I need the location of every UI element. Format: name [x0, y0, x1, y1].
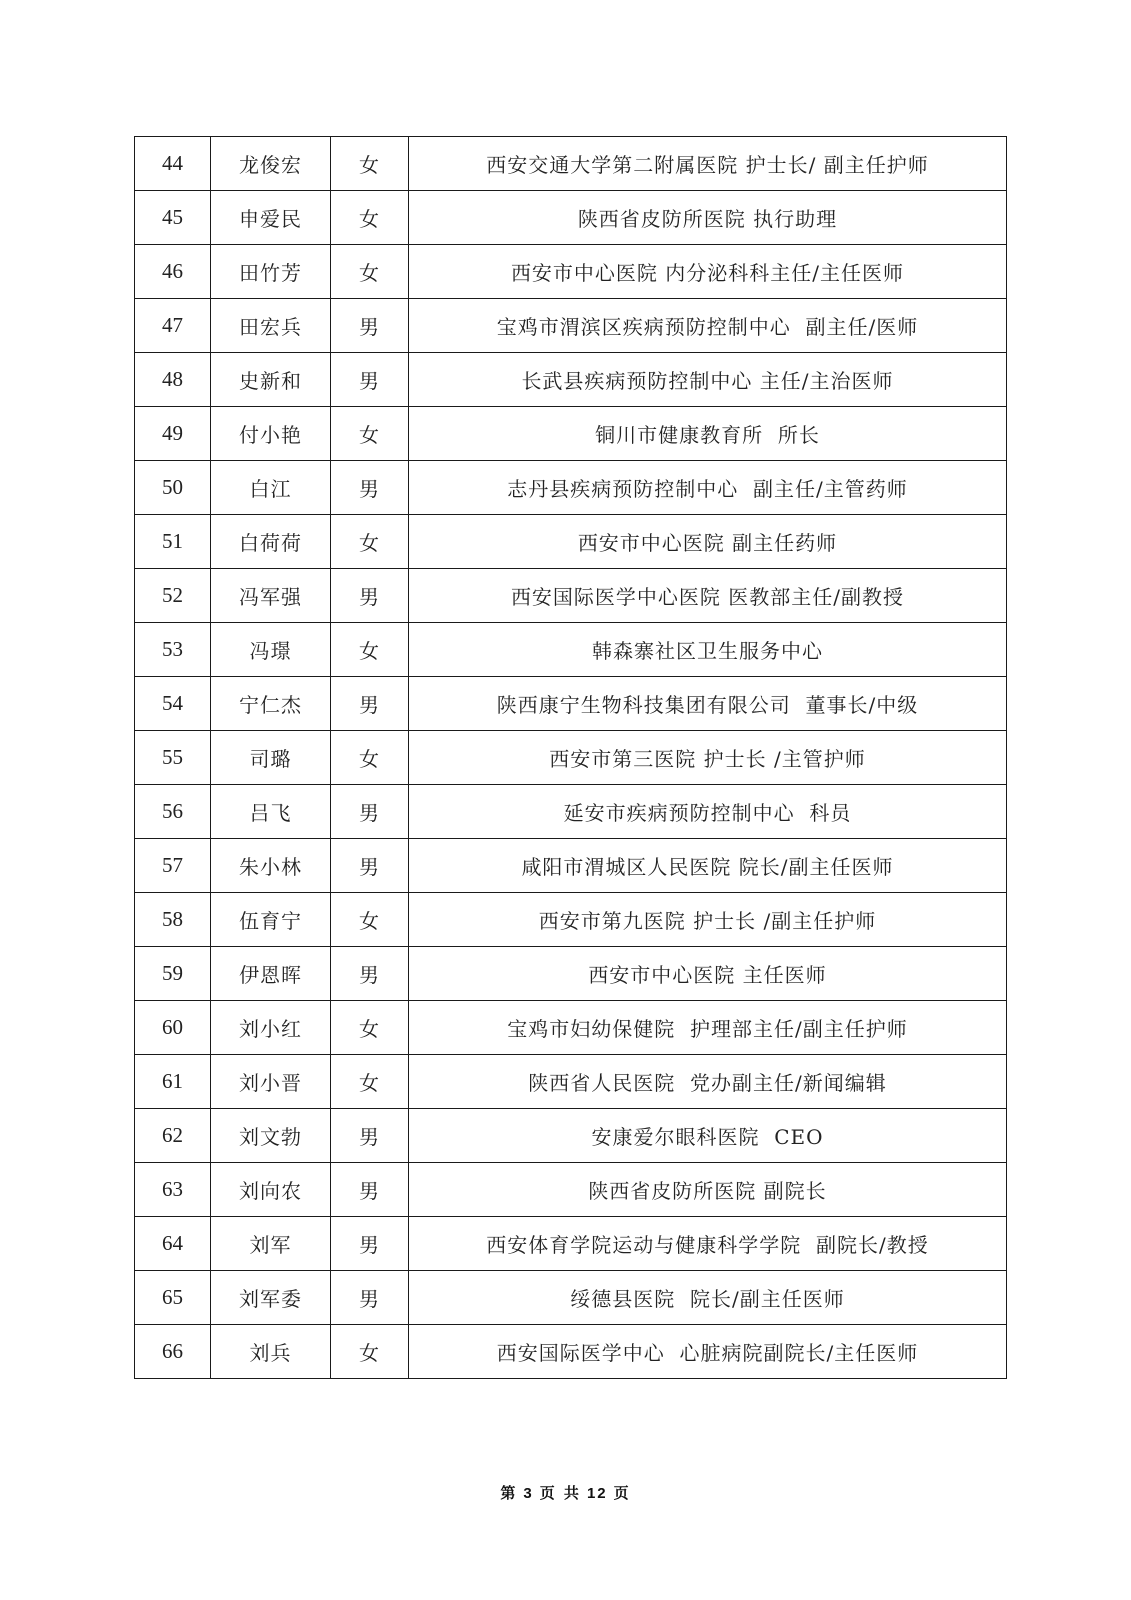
gender-cell: 男: [331, 299, 409, 353]
name-cell: 冯璟: [211, 623, 331, 677]
affiliation-cell: 西安市中心医院 副主任药师: [409, 515, 1007, 569]
gender-cell: 男: [331, 677, 409, 731]
table-row: [135, 515, 1007, 569]
table-row: [135, 137, 1007, 191]
affiliation-cell: 宝鸡市渭滨区疾病预防控制中心 副主任/医师: [409, 299, 1007, 353]
row-number-cell: 60: [135, 1001, 211, 1055]
footer-total-pages: 12: [586, 1485, 608, 1502]
roster-table-body: [135, 137, 1007, 1379]
affiliation-cell: 陕西省皮防所医院 副院长: [409, 1163, 1007, 1217]
row-number-cell: 59: [135, 947, 211, 1001]
affiliation-cell: 铜川市健康教育所 所长: [409, 407, 1007, 461]
affiliation-cell: 陕西省皮防所医院 执行助理: [409, 191, 1007, 245]
table-row: [135, 731, 1007, 785]
table-row: [135, 677, 1007, 731]
table-row: [135, 623, 1007, 677]
affiliation-cell: 西安市中心医院 主任医师: [409, 947, 1007, 1001]
name-cell: 刘小晋: [211, 1055, 331, 1109]
affiliation-cell: 韩森寨社区卫生服务中心: [409, 623, 1007, 677]
name-cell: 付小艳: [211, 407, 331, 461]
gender-cell: 女: [331, 137, 409, 191]
table-row: [135, 569, 1007, 623]
affiliation-cell: 志丹县疾病预防控制中心 副主任/主管药师: [409, 461, 1007, 515]
footer-middle: 页 共: [539, 1484, 581, 1502]
name-cell: 刘小红: [211, 1001, 331, 1055]
affiliation-cell: 西安市中心医院 内分泌科科主任/主任医师: [409, 245, 1007, 299]
row-number-cell: 51: [135, 515, 211, 569]
footer-suffix: 页: [613, 1484, 631, 1502]
name-cell: 伊恩晖: [211, 947, 331, 1001]
name-cell: 刘兵: [211, 1325, 331, 1379]
table-row: [135, 947, 1007, 1001]
table-row: [135, 1217, 1007, 1271]
row-number-cell: 53: [135, 623, 211, 677]
name-cell: 史新和: [211, 353, 331, 407]
gender-cell: 女: [331, 191, 409, 245]
affiliation-cell: 西安市第九医院 护士长 /副主任护师: [409, 893, 1007, 947]
gender-cell: 男: [331, 785, 409, 839]
row-number-cell: 57: [135, 839, 211, 893]
row-number-cell: 63: [135, 1163, 211, 1217]
affiliation-cell: 绥德县医院 院长/副主任医师: [409, 1271, 1007, 1325]
name-cell: 田宏兵: [211, 299, 331, 353]
row-number-cell: 46: [135, 245, 211, 299]
name-cell: 司璐: [211, 731, 331, 785]
gender-cell: 女: [331, 893, 409, 947]
table-row: [135, 1001, 1007, 1055]
row-number-cell: 65: [135, 1271, 211, 1325]
affiliation-cell: 咸阳市渭城区人民医院 院长/副主任医师: [409, 839, 1007, 893]
gender-cell: 男: [331, 947, 409, 1001]
gender-cell: 女: [331, 1325, 409, 1379]
table-row: [135, 191, 1007, 245]
row-number-cell: 50: [135, 461, 211, 515]
gender-cell: 男: [331, 1163, 409, 1217]
table-row: [135, 245, 1007, 299]
name-cell: 刘军委: [211, 1271, 331, 1325]
table-row: [135, 1109, 1007, 1163]
affiliation-cell: 安康爱尔眼科医院 CEO: [409, 1109, 1007, 1163]
row-number-cell: 64: [135, 1217, 211, 1271]
gender-cell: 男: [331, 353, 409, 407]
gender-cell: 男: [331, 1217, 409, 1271]
table-row: [135, 1055, 1007, 1109]
name-cell: 朱小林: [211, 839, 331, 893]
affiliation-cell: 延安市疾病预防控制中心 科员: [409, 785, 1007, 839]
table-row: [135, 299, 1007, 353]
row-number-cell: 48: [135, 353, 211, 407]
name-cell: 伍育宁: [211, 893, 331, 947]
table-row: [135, 407, 1007, 461]
table-row: [135, 353, 1007, 407]
table-row: [135, 1271, 1007, 1325]
footer-prefix: 第: [500, 1484, 518, 1502]
gender-cell: 女: [331, 1001, 409, 1055]
name-cell: 刘军: [211, 1217, 331, 1271]
gender-cell: 男: [331, 1271, 409, 1325]
affiliation-cell: 西安体育学院运动与健康科学学院 副院长/教授: [409, 1217, 1007, 1271]
gender-cell: 女: [331, 407, 409, 461]
row-number-cell: 66: [135, 1325, 211, 1379]
row-number-cell: 62: [135, 1109, 211, 1163]
affiliation-cell: 长武县疾病预防控制中心 主任/主治医师: [409, 353, 1007, 407]
affiliation-cell: 西安交通大学第二附属医院 护士长/ 副主任护师: [409, 137, 1007, 191]
gender-cell: 女: [331, 515, 409, 569]
row-number-cell: 44: [135, 137, 211, 191]
table-row: [135, 839, 1007, 893]
table-row: [135, 1163, 1007, 1217]
row-number-cell: 45: [135, 191, 211, 245]
page-footer: [0, 1482, 1131, 1503]
table-row: [135, 1325, 1007, 1379]
name-cell: 申爱民: [211, 191, 331, 245]
row-number-cell: 52: [135, 569, 211, 623]
row-number-cell: 56: [135, 785, 211, 839]
row-number-cell: 58: [135, 893, 211, 947]
gender-cell: 男: [331, 839, 409, 893]
row-number-cell: 49: [135, 407, 211, 461]
name-cell: 龙俊宏: [211, 137, 331, 191]
affiliation-cell: 宝鸡市妇幼保健院 护理部主任/副主任护师: [409, 1001, 1007, 1055]
name-cell: 白江: [211, 461, 331, 515]
gender-cell: 女: [331, 731, 409, 785]
name-cell: 吕飞: [211, 785, 331, 839]
affiliation-cell: 陕西康宁生物科技集团有限公司 董事长/中级: [409, 677, 1007, 731]
gender-cell: 男: [331, 461, 409, 515]
row-number-cell: 61: [135, 1055, 211, 1109]
gender-cell: 女: [331, 245, 409, 299]
affiliation-cell: 西安市第三医院 护士长 /主管护师: [409, 731, 1007, 785]
roster-table: [134, 136, 1007, 1379]
row-number-cell: 55: [135, 731, 211, 785]
gender-cell: 男: [331, 1109, 409, 1163]
name-cell: 刘向农: [211, 1163, 331, 1217]
name-cell: 宁仁杰: [211, 677, 331, 731]
table-row: [135, 893, 1007, 947]
table-row: [135, 785, 1007, 839]
table-row: [135, 461, 1007, 515]
row-number-cell: 54: [135, 677, 211, 731]
affiliation-cell: 陕西省人民医院 党办副主任/新闻编辑: [409, 1055, 1007, 1109]
gender-cell: 男: [331, 569, 409, 623]
gender-cell: 女: [331, 1055, 409, 1109]
name-cell: 白荷荷: [211, 515, 331, 569]
name-cell: 刘文勃: [211, 1109, 331, 1163]
row-number-cell: 47: [135, 299, 211, 353]
affiliation-cell: 西安国际医学中心医院 医教部主任/副教授: [409, 569, 1007, 623]
name-cell: 田竹芳: [211, 245, 331, 299]
name-cell: 冯军强: [211, 569, 331, 623]
footer-current-page: 3: [523, 1485, 534, 1502]
affiliation-cell: 西安国际医学中心 心脏病院副院长/主任医师: [409, 1325, 1007, 1379]
gender-cell: 女: [331, 623, 409, 677]
